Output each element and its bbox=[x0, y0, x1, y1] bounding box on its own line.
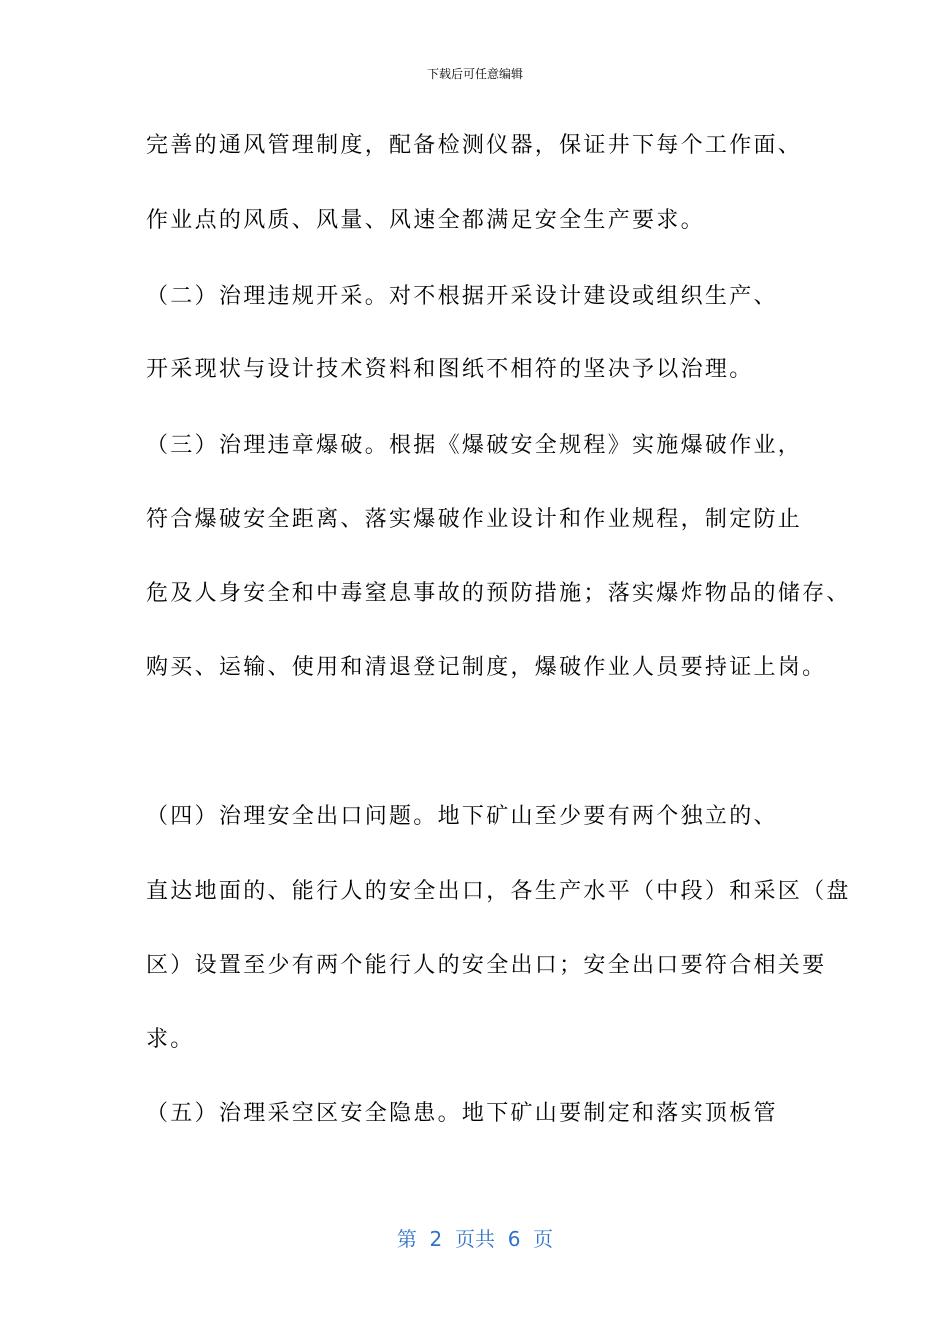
body-line: 作业点的风质、风量、风速全都满足安全生产要求。 bbox=[146, 208, 705, 233]
body-line: 完善的通风管理制度，配备检测仪器，保证井下每个工作面、 bbox=[146, 133, 803, 158]
page-number-footer: 第 2 页共 6 页 bbox=[396, 1227, 554, 1251]
page-header: 下载后可任意编辑 bbox=[426, 67, 523, 81]
body-line: 直达地面的、能行人的安全出口，各生产水平（中段）和采区（盘 bbox=[146, 879, 851, 904]
body-line: 购买、运输、使用和清退登记制度，爆破作业人员要持证上岗。 bbox=[146, 655, 827, 680]
body-line: 危及人身安全和中毒窒息事故的预防措施；落实爆炸物品的储存、 bbox=[146, 581, 851, 606]
body-line: （三）治理违章爆破。根据《爆破安全规程》实施爆破作业， bbox=[146, 433, 803, 458]
body-line: 开采现状与设计技术资料和图纸不相符的坚决予以治理。 bbox=[146, 357, 754, 382]
body-line: 符合爆破安全距离、落实爆破作业设计和作业规程，制定防止 bbox=[146, 507, 803, 532]
body-line: 区）设置至少有两个能行人的安全出口；安全出口要符合相关要 bbox=[146, 953, 827, 978]
body-line: 求。 bbox=[146, 1027, 195, 1052]
body-line: （四）治理安全出口问题。地下矿山至少要有两个独立的、 bbox=[146, 804, 778, 829]
body-line: （二）治理违规开采。对不根据开采设计建设或组织生产、 bbox=[146, 284, 778, 309]
body-line: （五）治理采空区安全隐患。地下矿山要制定和落实顶板管 bbox=[146, 1101, 778, 1126]
